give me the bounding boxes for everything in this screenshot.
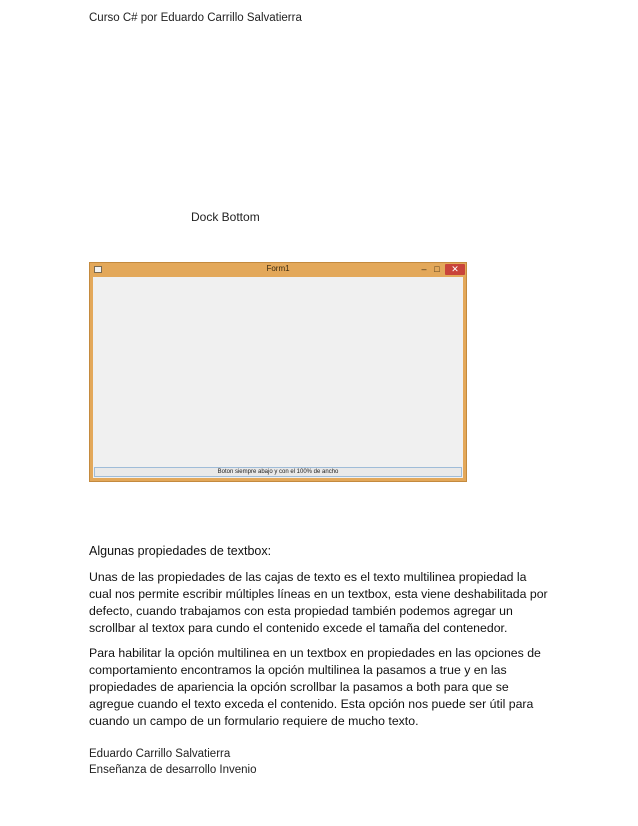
paragraph-enable-multiline: Para habilitar la opción multilinea en un textbox en propiedades en las opciones de comportamiento encontramos la opción multilinea la pasamos a true y en las propiedades de apariencia la opción scrollbar la pasamos a both para que se agregue cuando el texto exceda el contenido. Esta opción nos puede ser útil para cuando un campo de un formulario requiere de mucho texto. (89, 646, 541, 728)
footer-course: Enseñanza de desarrollo Invenio (89, 764, 257, 776)
maximize-icon[interactable]: □ (434, 264, 440, 274)
form-window-screenshot (89, 262, 467, 482)
figure-caption: Dock Bottom (191, 210, 260, 224)
minimize-icon[interactable]: – (421, 264, 427, 274)
page-footer (89, 746, 257, 778)
section-heading: Algunas propiedades de textbox: (89, 544, 272, 558)
form-client-area (93, 277, 463, 478)
window-titlebar (90, 263, 466, 277)
paragraph-multiline: Unas de las propiedades de las cajas de texto es el texto multilinea propiedad la cual nos permite escribir múltiples líneas en un textbox, esta viene deshabilitada por defecto, cuando trabajamos con esta propiedad también podemos agregar un scrollbar al textox para cundo el contenido excede el tamaña del contenedor. (89, 570, 548, 635)
page-header: Curso C# por Eduardo Carrillo Salvatierra (89, 12, 302, 24)
close-icon[interactable]: ✕ (445, 264, 465, 275)
footer-author: Eduardo Carrillo Salvatierra (89, 748, 231, 760)
dock-bottom-button[interactable]: Boton siempre abajo y con el 100% de ancho (94, 467, 462, 477)
window-title: Form1 (266, 264, 290, 273)
